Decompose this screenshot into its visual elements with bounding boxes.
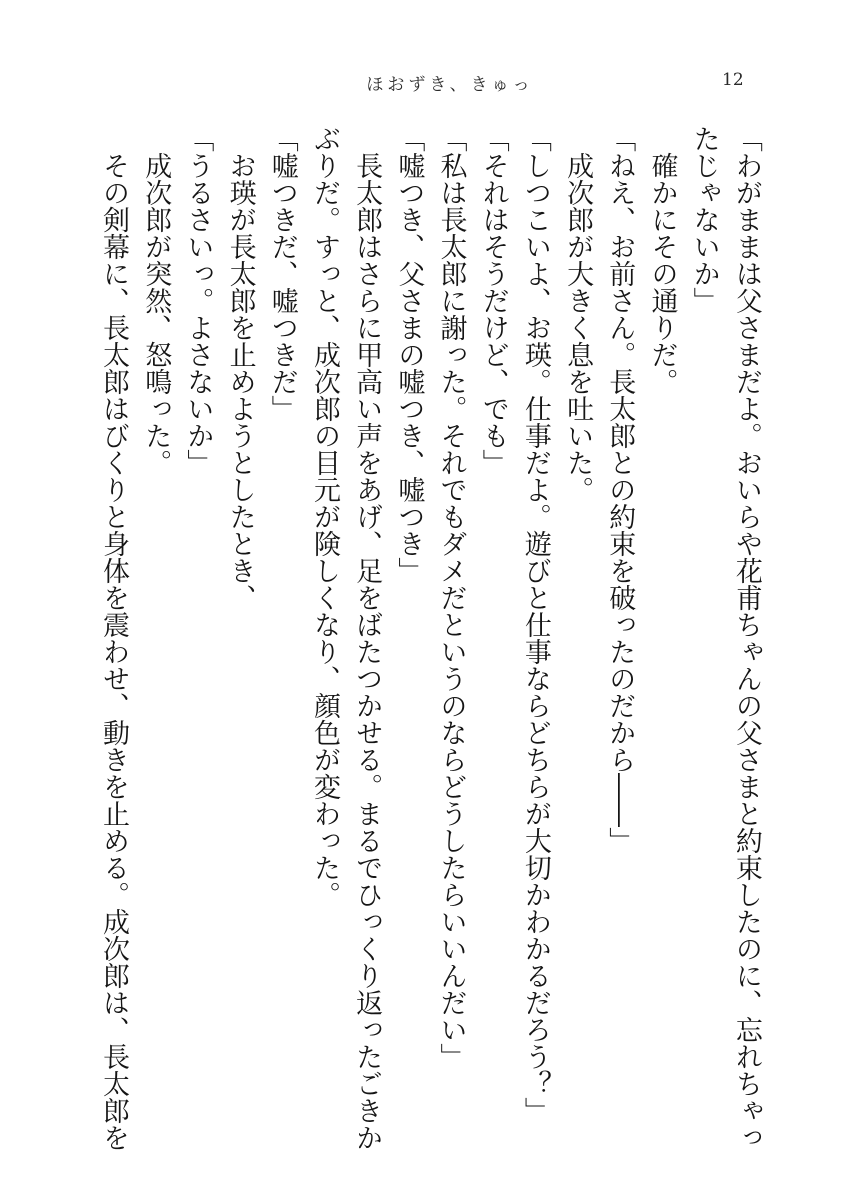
text-line: 長太郎はさらに甲高い声をあげ、足をばたつかせる。まるでひっくり返ったごきか: [351, 125, 383, 1151]
page-number: 12: [722, 70, 744, 90]
vertical-text-block: [98, 125, 762, 1151]
text-line: 「ねえ、お前さん。長太郎との約束を破ったのだから――」: [604, 125, 636, 854]
running-title: ほおずき、きゅっ: [366, 75, 534, 95]
text-line: 「うるさいっ。よさないか」: [182, 125, 214, 476]
text-line: 成次郎が突然、怒鳴った。: [140, 125, 172, 476]
text-line: お瑛が長太郎を止めようとしたとき、: [224, 125, 256, 611]
text-line: 「しつこいよ、お瑛。仕事だよ。遊びと仕事ならどちらが大切かわかるだろう？」: [519, 125, 551, 1124]
text-line: 「私は長太郎に謝った。それでもダメだというのならどうしたらいいんだい」: [435, 125, 467, 1070]
text-line: 「わがままは父さまだよ。おいらや花甫ちゃんの父さまと約束したのに、忘れちゃっ: [730, 125, 762, 1151]
text-line: たじゃないか」: [688, 125, 720, 314]
text-line: 成次郎が大きく息を吐いた。: [562, 125, 594, 503]
text-line: 「嘘つきだ、嘘つきだ」: [266, 125, 298, 422]
text-line: ぶりだ。すっと、成次郎の目元が険しくなり、顔色が変わった。: [308, 125, 340, 908]
text-line: 「それはそうだけど、でも」: [477, 125, 509, 476]
text-line: 確かにその通りだ。: [646, 125, 678, 395]
text-line: 「嘘つき、父さまの嘘つき、嘘つき」: [393, 125, 425, 584]
text-line: その剣幕に、長太郎はびくりと身体を震わせ、動きを止める。成次郎は、長太郎を: [98, 125, 129, 1151]
